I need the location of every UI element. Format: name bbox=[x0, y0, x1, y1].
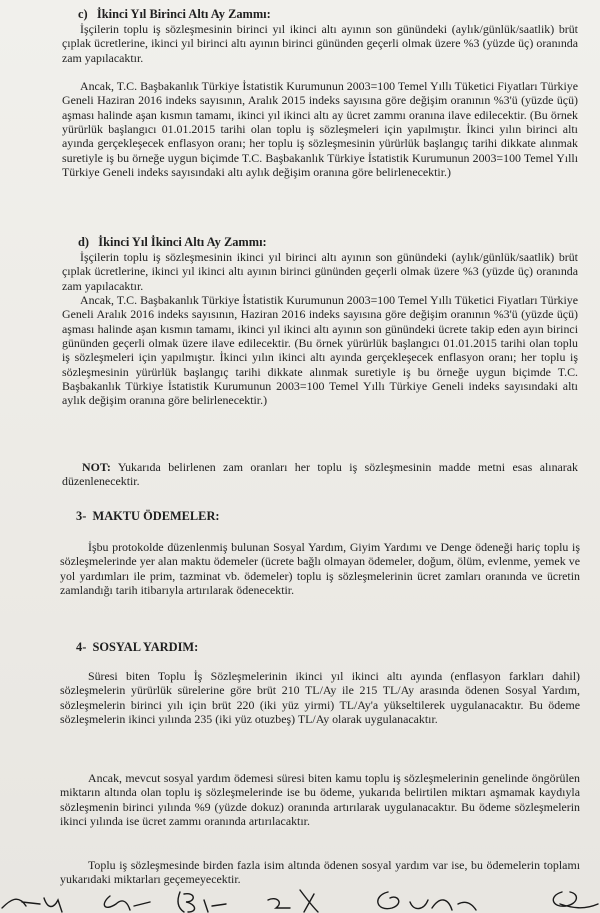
section-c-paragraph-2: Ancak, T.C. Başbakanlık Türkiye İstatistik Kurumunun 2003=100 Temel Yıllı Tüketici Fiyatları Türkiye Geneli Haziran 2016 indeks sayısının, Aralık 2015 indeks sayısına göre değişim oranının %3'ü (yüzde üçü) aşması halinde aşan kısmın tamamı, ikinci yıl ikinci altı ay ücret zammı oranına ilave edilecektir. (Bu örnek yürürlük başlangıcı 01.01.2015 tarihi olan toplu iş sözleşmeleri için yapılmıştır. İkinci yılın birinci altı ayında gerçekleşecek enflasyon oranı; her toplu iş sözleşmesinin yürürlük başlangıç tarihi dikkate alınmak suretiyle iş bu örneğe uygun biçimde T.C. Başbakanlık Türkiye İstatistik Kurumunun 2003=100 Temel Yıllı Türkiye Geneli indeks sayısındaki altı aylık değişim oranına göre belirlenecektir.) bbox=[62, 79, 578, 180]
note-paragraph bbox=[62, 460, 578, 489]
note-text: Yukarıda belirlenen zam oranları her toplu iş sözleşmesinin madde metni esas alınarak düzenlenecektir. bbox=[62, 460, 578, 489]
signature-2 bbox=[104, 896, 150, 910]
section-d-paragraph-1: İşçilerin toplu iş sözleşmesinin ikinci yıl birinci altı ayının son günündeki (aylık/günlük/saatlik) brüt çıplak ücretlerine, ikinci yıl ikinci altı ayının birinci gününden geçerli olmak üzere %3 (yüzde üç) oranında zam yapılacaktır. bbox=[62, 250, 578, 293]
signature-1 bbox=[2, 898, 62, 912]
section-4-paragraph-1: Süresi biten Toplu İş Sözleşmelerinin ikinci yıl ikinci altı ayında (enflasyon farkları dahil) sözleşmelerin yürürlük sürelerine göre brüt 210 TL/Ay ile 215 TL/Ay arasında ödenen Sosyal Yardım, sözleşmelerin birinci yılı için brüt 220 (iki yüz yirmi) TL/Ay'a yükseltilerek uygulanacaktır. Bu ödeme sözleşmelerin ikinci yılında 235 (iki yüz otuzbeş) TL/Ay olarak uygulanacaktır. bbox=[60, 669, 580, 727]
section-c-heading: c) İkinci Yıl Birinci Altı Ay Zammı: bbox=[78, 7, 271, 21]
signature-4 bbox=[268, 890, 318, 912]
section-d-heading: d) İkinci Yıl İkinci Altı Ay Zammı: bbox=[78, 235, 267, 249]
signature-5 bbox=[378, 892, 476, 910]
section-3-paragraph: İşbu protokolde düzenlenmiş bulunan Sosyal Yardım, Giyim Yardımı ve Denge ödeneği hariç toplu iş sözleşmelerinde yer alan maktu ödemeler (ücrete bağlı olmayan ödemeler, doğum, ölüm, evlenme, yemek ve yol yardımları ile prim, tazminat vb. ödemeler) toplu iş sözleşmelerinin ücret zamları oranında ve ücretin zamlandığı tarih itibarıyla artırılarak ödenecektir. bbox=[60, 540, 580, 598]
signatures bbox=[0, 886, 600, 913]
section-4-paragraph-3: Toplu iş sözleşmesinde birden fazla isim altında ödenen sosyal yardım var ise, bu ödemelerin toplamı yukarıdaki miktarları geçemeyecektir. bbox=[60, 858, 580, 887]
section-3-heading: 3- MAKTU ÖDEMELER: bbox=[76, 509, 220, 523]
signature-6 bbox=[553, 892, 598, 908]
section-4-heading: 4- SOSYAL YARDIM: bbox=[76, 640, 199, 654]
signature-3 bbox=[178, 892, 226, 912]
section-d-paragraph-2: Ancak, T.C. Başbakanlık Türkiye İstatistik Kurumunun 2003=100 Temel Yıllı Tüketici Fiyatları Türkiye Geneli Aralık 2016 indeks sayısının, Haziran 2016 indeks sayısına göre değişim oranının %3'ü (yüzde üçü) aşması halinde aşan kısmın tamamı, ikinci yıl ikinci altı ayının son günündeki ücrete takip eden ayın birinci gününden geçerli olmak üzere ilave edilecektir. (Bu örnek yürürlük başlangıcı 01.01.2015 tarihi olan toplu iş sözleşmeleri için yapılmıştır. İkinci yılın ikinci altı ayında gerçekleşecek enflasyon oranı; her toplu iş sözleşmesinin yürürlük başlangıç tarihi dikkate alınmak suretiyle iş bu örneğe uygun biçimde T.C. Başbakanlık Türkiye İstatistik Kurumunun 2003=100 Temel Yıllı Türkiye Geneli indeks sayısındaki altı aylık değişim oranına göre belirlenecektir.) bbox=[62, 293, 578, 408]
section-c-paragraph-1: İşçilerin toplu iş sözleşmesinin birinci yıl ikinci altı ayının son günündeki (aylık/günlük/saatlik) brüt çıplak ücretlerine, ikinci yıl birinci altı ayının birinci gününden geçerli olmak üzere %3 (yüzde üç) oranında zam yapılacaktır. bbox=[62, 22, 578, 65]
note-label: NOT: bbox=[82, 460, 111, 474]
section-4-paragraph-2: Ancak, mevcut sosyal yardım ödemesi süresi biten kamu toplu iş sözleşmelerinin genelinde öngörülen miktarın altında olan toplu iş sözleşmelerinde ise bu ödeme, yukarıda belirtilen miktarı aşmamak kaydıyla sözleşmenin birinci yılında %9 (yüzde dokuz) oranında artırılarak uygulanacaktır. Bu ödeme sözleşmelerin ikinci yılında ise ücret zammı oranında artırılacaktır. bbox=[60, 771, 580, 829]
